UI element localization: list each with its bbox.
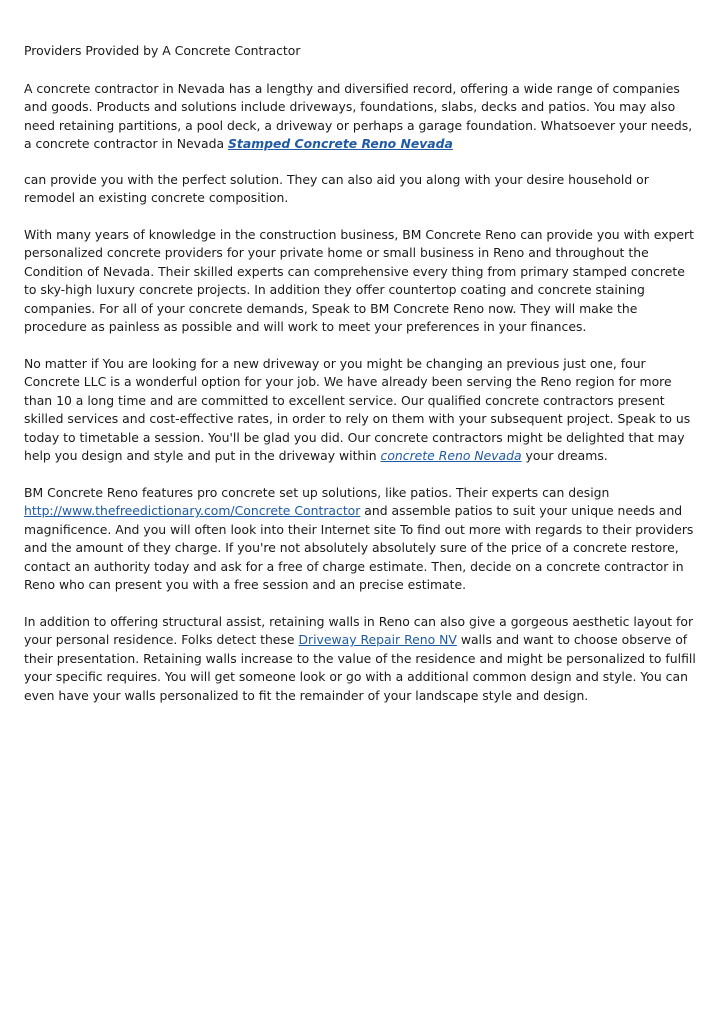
driveway-repair-link[interactable]: Driveway Repair Reno NV (298, 632, 457, 647)
freedictionary-link[interactable]: http://www.thefreedictionary.com/Concrete Contractor (24, 503, 361, 518)
paragraph-5 (24, 484, 700, 595)
paragraph-1-text: A concrete contractor in Nevada has a lengthy and diversified record, offering a wide range of companies and goods. Products and solutions include driveways, foundations, slabs, decks and patios. You may also need retaining partitions, a pool deck, a driveway or perhaps a garage foundation. Whatsoever your needs, a concrete contractor in Nevada (24, 80, 693, 151)
paragraph-1 (24, 80, 700, 154)
stamped-concrete-link[interactable]: Stamped Concrete Reno Nevada (227, 136, 453, 151)
paragraph-4-text-after: your dreams. (521, 448, 608, 463)
paragraph-4-text-before: No matter if You are looking for a new driveway or you might be changing an previous just one, four Concrete LLC is a wonderful option for your job. We have already been serving the Reno region for more than 10 a long time and are committed to excellent service. Our qualified concrete contractors present skilled services and cost-effective rates, in order to rely on them with your subsequent project. Speak to us today to timetable a session. You'll be glad you did. Our concrete contractors might be delighted that may help you design and style and put in the driveway within (24, 355, 691, 463)
paragraph-6-text-before: In addition to offering structural assist, retaining walls in Reno can also give a gorgeous aesthetic layout for your personal residence. Folks detect these (24, 613, 694, 647)
document-page (24, 42, 700, 723)
concrete-reno-link[interactable]: concrete Reno Nevada (380, 448, 522, 463)
paragraph-5-text-before: BM Concrete Reno features pro concrete set up solutions, like patios. Their experts can design (24, 484, 610, 500)
paragraph-6-text-after: walls and want to choose observe of their presentation. Retaining walls increase to the value of the residence and might be personalized to fulfill your specific requires. You will get someone look or go with a additional common design and style. You can even have your walls personalized to fit the remainder of your landscape style and design. (24, 632, 696, 703)
paragraph-2: can provide you with the perfect solution. They can also aid you along with your desire household or remodel an existing concrete composition. (24, 171, 649, 205)
document-title: Providers Provided by A Concrete Contractor (24, 43, 301, 58)
paragraph-3: With many years of knowledge in the construction business, BM Concrete Reno can provide you with expert personalized concrete providers for your private home or small business in Reno and throughout the Condition of Nevada. Their skilled experts can comprehensive every thing from primary stamped concrete to sky-high luxury concrete projects. In addition they offer countertop coating and concrete staining companies. For all of your concrete demands, Speak to BM Concrete Reno now. They will make the procedure as painless as possible and will work to meet your preferences in your finances. (24, 226, 694, 334)
paragraph-5-text-after: and assemble patios to suit your unique needs and magnificence. And you will often look into their Internet site To find out more with regards to their providers and the amount of they charge. If you're not absolutely absolutely sure of the price of a concrete restore, contact an authority today and ask for a free of charge estimate. Then, decide on a concrete contractor in Reno who can present you with a free session and an precise estimate. (24, 503, 694, 592)
paragraph-6 (24, 613, 700, 706)
paragraph-4 (24, 355, 700, 466)
